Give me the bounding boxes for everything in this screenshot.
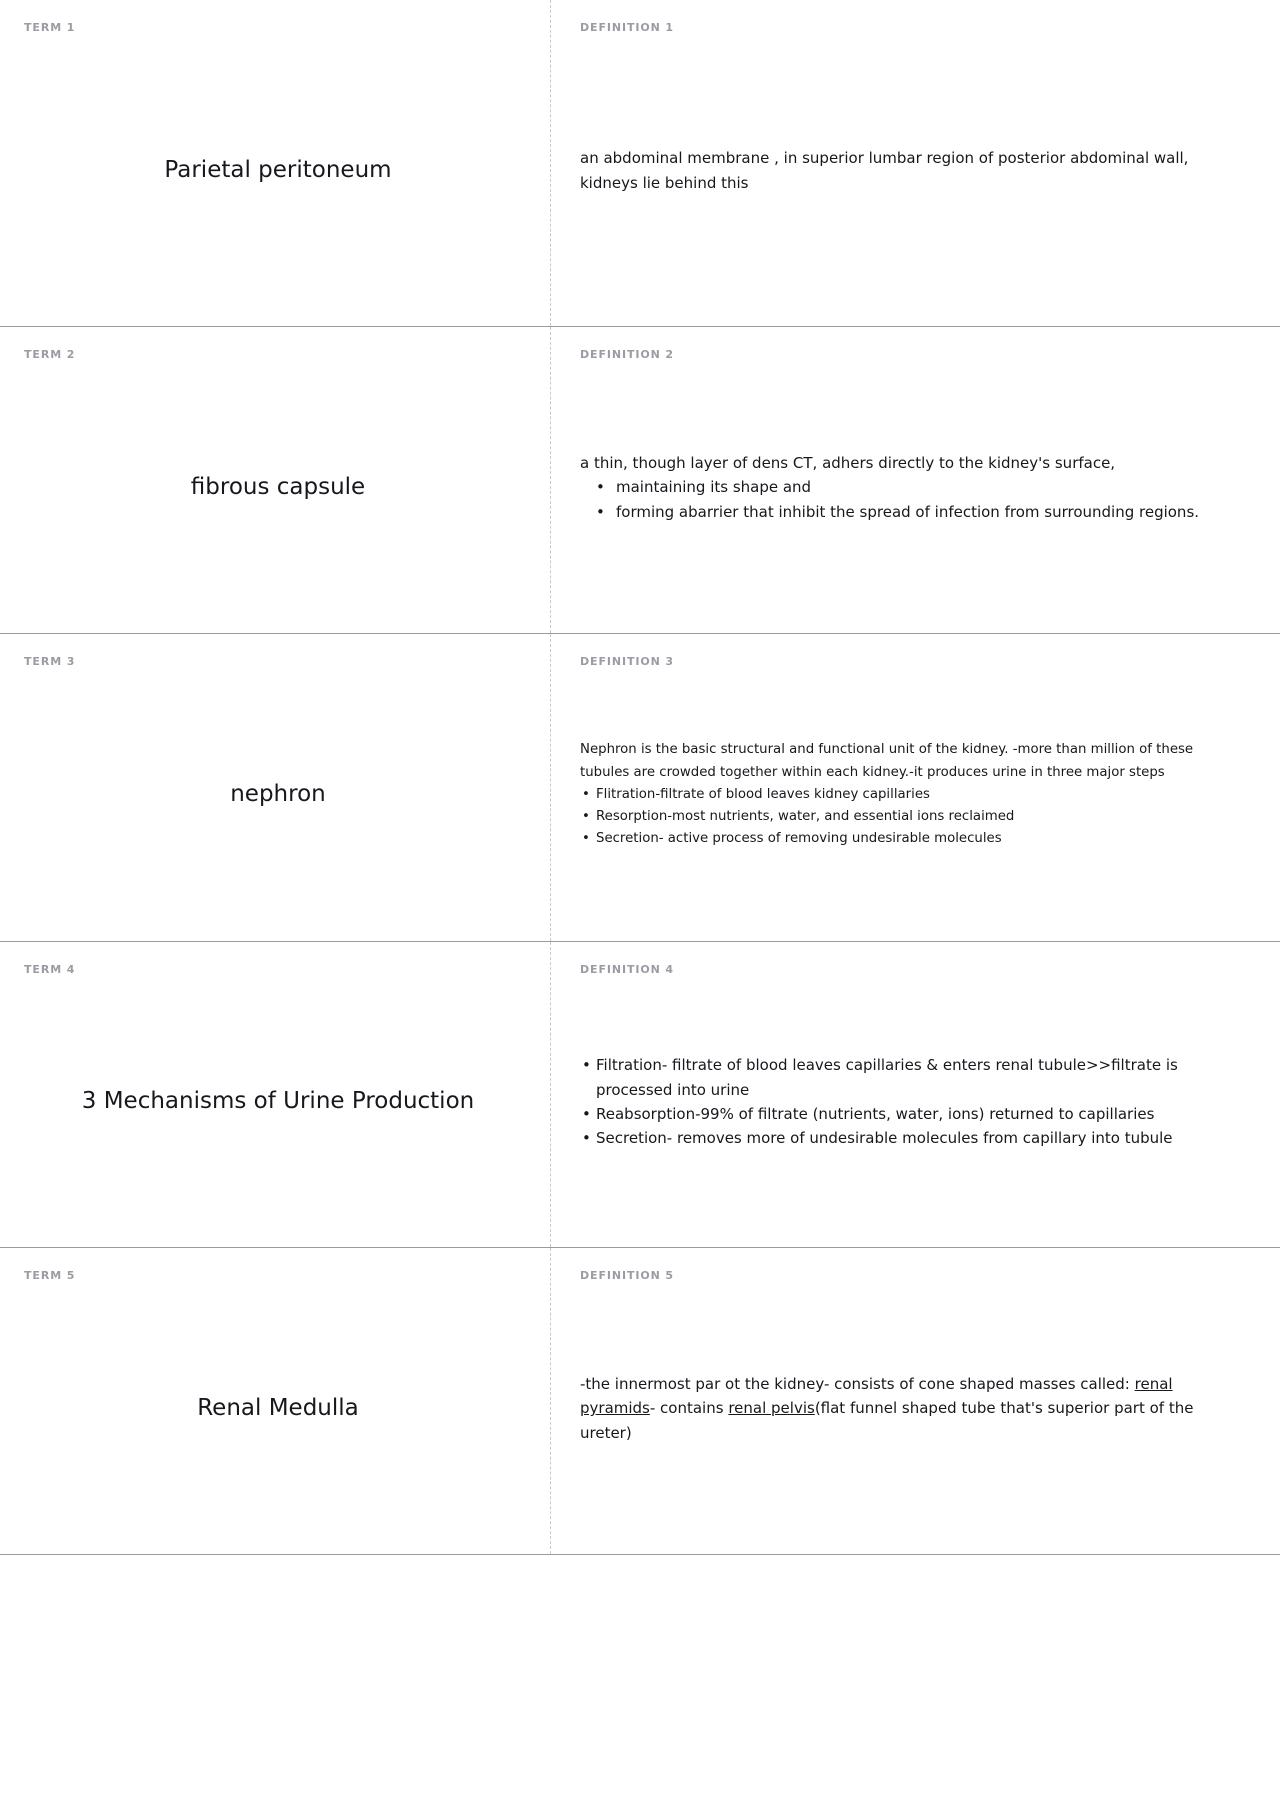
term-slot-label: TERM 5	[24, 1269, 76, 1282]
definition-cell	[550, 1248, 1256, 1554]
term-slot-label: TERM 2	[24, 348, 76, 361]
definition-slot-label: DEFINITION 5	[580, 1269, 674, 1282]
term-text: Renal Medulla	[197, 1394, 359, 1421]
definition-bullet: • Secretion- removes more of undesirable molecules from capillary into tubule	[596, 1126, 1246, 1150]
definition-slot-label: DEFINITION 2	[580, 348, 674, 361]
term-slot-label: TERM 1	[24, 21, 76, 34]
flashcard-row	[0, 0, 1280, 327]
term-body	[24, 1285, 532, 1554]
term-body	[24, 671, 532, 941]
term-cell	[24, 1248, 550, 1554]
definition-cell	[550, 0, 1256, 326]
definition-cell	[550, 942, 1256, 1247]
definition-body	[580, 979, 1246, 1247]
definition-cell	[550, 327, 1256, 633]
definition-text	[580, 146, 1246, 195]
definition-bullet-list	[580, 784, 1246, 851]
definition-body	[580, 364, 1246, 633]
term-body	[24, 37, 532, 326]
definition-text	[580, 739, 1246, 851]
definition-body	[580, 1285, 1246, 1554]
definition-body	[580, 37, 1246, 326]
term-cell	[24, 634, 550, 941]
definition-bullet: • Flitration-filtrate of blood leaves kidney capillaries	[596, 784, 1246, 806]
definition-bullet: • Resorption-most nutrients, water, and essential ions reclaimed	[596, 806, 1246, 828]
definition-slot-label: DEFINITION 3	[580, 655, 674, 668]
definition-bullet: • maintaining its shape and	[616, 475, 1246, 499]
definition-bullet: • Secretion- active process of removing undesirable molecules	[596, 828, 1246, 850]
term-text: fibrous capsule	[190, 473, 366, 500]
term-cell	[24, 327, 550, 633]
definition-text	[580, 1053, 1246, 1150]
flashcard-row	[0, 942, 1280, 1248]
definition-bullet: • Filtration- filtrate of blood leaves capillaries & enters renal tubule>>filtrate is processed into urine	[596, 1053, 1246, 1102]
term-slot-label: TERM 3	[24, 655, 76, 668]
definition-slot-label: DEFINITION 1	[580, 21, 674, 34]
definition-lead: -the innermost par ot the kidney- consists of cone shaped masses called: renal pyramids- contains renal pelvis(flat funnel shaped tube that's superior part of the ureter)	[580, 1375, 1194, 1442]
definition-lead: an abdominal membrane , in superior lumbar region of posterior abdominal wall, kidneys lie behind this	[580, 149, 1189, 192]
definition-bullet: • Reabsorption-99% of filtrate (nutrients, water, ions) returned to capillaries	[596, 1102, 1246, 1126]
term-cell	[24, 942, 550, 1247]
term-body	[24, 979, 532, 1247]
definition-bullet-list	[580, 1053, 1246, 1150]
definition-body	[580, 671, 1246, 941]
definition-slot-label: DEFINITION 4	[580, 963, 674, 976]
flashcard-row	[0, 327, 1280, 634]
definition-text	[580, 1372, 1246, 1445]
term-slot-label: TERM 4	[24, 963, 76, 976]
definition-bullet: • forming abarrier that inhibit the spread of infection from surrounding regions.	[616, 500, 1246, 524]
term-text: nephron	[230, 781, 326, 808]
flashcard-row	[0, 1248, 1280, 1555]
flashcard-row	[0, 634, 1280, 942]
definition-lead: a thin, though layer of dens CT, adhers directly to the kidney's surface,	[580, 454, 1116, 473]
definition-text	[580, 451, 1246, 524]
term-body	[24, 364, 532, 633]
term-text: 3 Mechanisms of Urine Production	[81, 1088, 475, 1115]
definition-lead: Nephron is the basic structural and functional unit of the kidney. -more than million of these tubules are crowded together within each kidney.-it produces urine in three major steps	[580, 742, 1194, 780]
definition-cell	[550, 634, 1256, 941]
term-cell	[24, 0, 550, 326]
definition-bullet-list	[580, 475, 1246, 524]
term-text: Parietal peritoneum	[164, 156, 392, 183]
